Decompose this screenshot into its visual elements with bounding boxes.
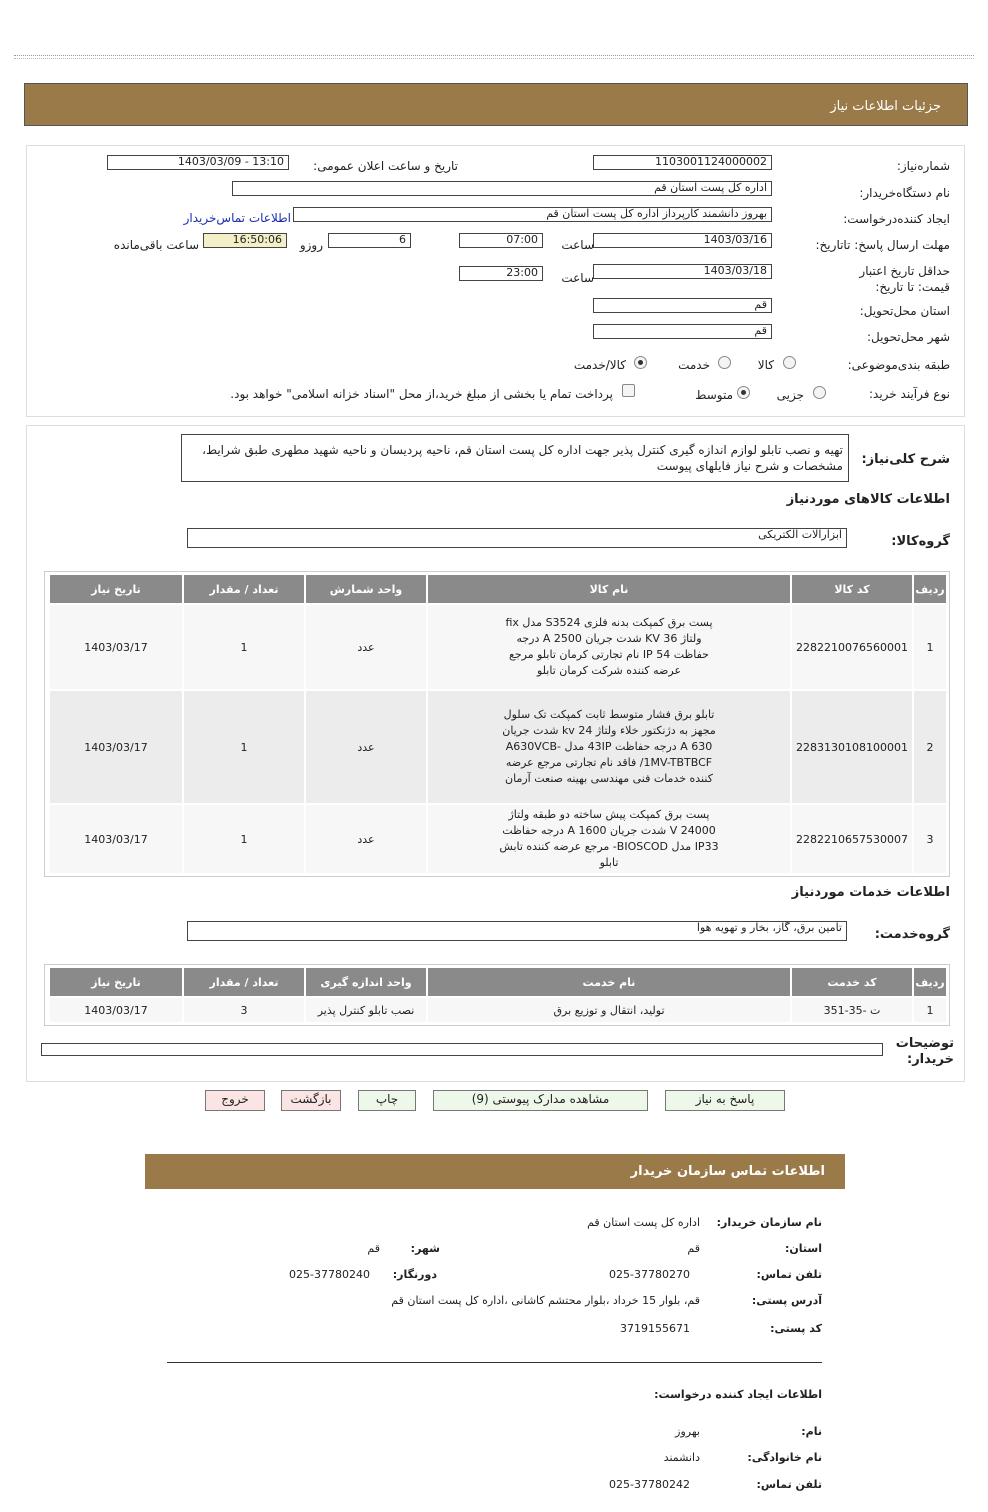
need-number-field[interactable]: 1103001124000002	[593, 155, 772, 170]
exit-button[interactable]: خروج	[205, 1090, 265, 1111]
validity-date-field[interactable]: 1403/03/18	[593, 264, 772, 279]
row-number: 3	[926, 832, 934, 846]
creator-family-label: نام خانوادگی:	[747, 1451, 822, 1464]
buyer-org-label: نام دستگاه‌خریدار:	[859, 186, 950, 200]
service-code: ت -35-351	[823, 1003, 881, 1017]
creator-phone-value: 025-37780242	[609, 1478, 690, 1491]
process-radio-medium[interactable]	[737, 386, 750, 399]
creator-label: ایجاد کننده‌درخواست:	[843, 212, 950, 226]
goods-date: 1403/03/17	[84, 832, 148, 846]
service-group-label: گروه‌خدمت:	[874, 927, 950, 942]
process-label: نوع فرآیند خرید:	[869, 387, 950, 401]
services-col-qty: تعداد / مقدار	[184, 968, 304, 996]
goods-qty: 1	[240, 740, 248, 754]
goods-code: 2282210076560001	[796, 640, 908, 654]
org-phone-label: تلفن تماس:	[756, 1268, 822, 1281]
goods-qty: 1	[240, 832, 248, 846]
goods-code: 2283130108100001	[796, 740, 908, 754]
deadline-time-label: ساعت	[561, 238, 594, 252]
process-radio-minor[interactable]	[813, 386, 826, 399]
creator-phone-label: تلفن تماس:	[756, 1478, 822, 1491]
validity-label: حداقل تاریخ اعتبار قیمت: تا تاریخ:	[859, 264, 950, 294]
org-postal-label: کد پستی:	[770, 1322, 822, 1335]
org-divider	[167, 1362, 822, 1363]
process-option-minor: جزیی	[776, 388, 804, 402]
need-number-label: شماره‌نیاز:	[896, 159, 950, 173]
goods-col-code: کد کالا	[792, 575, 912, 603]
org-fax-label: دورنگار:	[392, 1268, 437, 1281]
row-number: 2	[926, 740, 934, 754]
creator-name-label: نام:	[801, 1425, 822, 1438]
buyer-contact-link[interactable]: اطلاعات تماس‌خریدار	[183, 211, 291, 225]
city-field[interactable]: قم	[593, 324, 772, 339]
remaining-time-field: 16:50:06	[203, 233, 287, 248]
attachments-button[interactable]: مشاهده مدارک پیوستی (9)	[433, 1090, 648, 1111]
deadline-time-field[interactable]: 07:00	[459, 233, 543, 248]
goods-col-row: ردیف	[914, 575, 946, 603]
goods-group-label: گروه‌کالا:	[891, 534, 950, 549]
buyer-notes-box[interactable]	[41, 1043, 883, 1056]
page-header	[24, 83, 968, 126]
province-label: استان محل‌تحویل:	[859, 304, 950, 318]
service-name: تولید، انتقال و توزیع برق	[553, 1003, 665, 1017]
org-phone-value: 025-37780270	[609, 1268, 690, 1281]
province-field[interactable]: قم	[593, 298, 772, 313]
goods-col-date: تاریخ نیاز	[50, 575, 182, 603]
buyer-notes-label: توضیحات خریدار:	[895, 1036, 954, 1067]
category-radio-service[interactable]	[718, 356, 731, 369]
category-option-goods-service: کالا/خدمت	[573, 358, 626, 372]
table-row	[50, 605, 946, 689]
category-radio-goods[interactable]	[783, 356, 796, 369]
announce-datetime-label: تاریخ و ساعت اعلان عمومی:	[313, 159, 458, 173]
page-title: جزئیات اطلاعات نیاز	[830, 99, 941, 114]
goods-unit: عدد	[357, 740, 375, 754]
creator-name-value: بهروز	[675, 1425, 700, 1438]
org-postal-value: 3719155671	[620, 1322, 690, 1335]
summary-box: تهیه و نصب تابلو لوازم اندازه گیری کنترل پذیر جهت اداره کل پست استان قم، ناحیه پردیسان و ناحیه شهید مطهری طبق شرایط، مشخصات و شرح نیاز فایلهای پیوست	[181, 434, 849, 482]
service-unit: نصب تابلو کنترل پذیر	[317, 1003, 415, 1017]
deadline-date-field[interactable]: 1403/03/16	[593, 233, 772, 248]
org-address-value: قم، بلوار 15 خرداد ،بلوار محتشم کاشانی ،اداره کل پست استان قم	[391, 1294, 700, 1307]
goods-table-wrap	[44, 571, 950, 877]
goods-name: تابلو برق فشار متوسط ثابت کمپکت تک سلول مجهز به دژنکتور خلاء ولتاژ 24 kv شدت جریان 630 A درجه حفاظت 43IP مدل A630VCB-1MV-TBTBCF/ فاقد نام تجارتی مرجع عرضه کننده خدمات فنی مهندسی بهینه صنعت آرمان	[502, 708, 716, 785]
services-col-unit: واحد اندازه گیری	[306, 968, 426, 996]
category-option-service: خدمت	[678, 358, 710, 372]
services-col-row: ردیف	[914, 968, 946, 996]
row-number: 1	[926, 640, 934, 654]
process-option-medium: متوسط	[695, 388, 733, 402]
goods-table	[48, 573, 948, 875]
back-button[interactable]: بازگشت	[281, 1090, 341, 1111]
city-label: شهر محل‌تحویل:	[866, 330, 950, 344]
service-group-field[interactable]: تامین برق، گاز، بخار و تهویه هوا	[187, 921, 847, 941]
org-province-label: استان:	[785, 1242, 822, 1255]
days-field[interactable]: 6	[328, 233, 411, 248]
goods-name: پست برق کمپکت پیش ساخته دو طبقه ولتاژ 24000 V شدت جریان 1600 A درجه حفاظت IP33 مدل BIOSCOD- مرجع عرضه کننده تابش تابلو	[499, 808, 719, 869]
goods-date: 1403/03/17	[84, 740, 148, 754]
services-table	[48, 966, 948, 1024]
org-name-value: اداره کل پست استان قم	[587, 1216, 700, 1229]
creator-info-heading: اطلاعات ایجاد کننده درخواست:	[654, 1388, 822, 1401]
remaining-label: ساعت باقی‌مانده	[113, 238, 199, 252]
services-heading: اطلاعات خدمات موردنیاز	[791, 885, 950, 900]
summary-label: شرح کلی‌نیاز:	[861, 452, 950, 467]
org-province-value: قم	[687, 1242, 700, 1255]
goods-name: پست برق کمپکت بدنه فلزی S3524 مدل fix ولتاژ 36 KV شدت جریان 2500 A درجه حفاظت 54 IP نام تجارتی کرمان تابلو مرجع عرضه کننده شرکت کرمان تابلو	[505, 616, 713, 677]
goods-col-qty: تعداد / مقدار	[184, 575, 304, 603]
goods-heading: اطلاعات کالاهای موردنیاز	[786, 492, 950, 507]
top-divider	[14, 55, 974, 59]
goods-date: 1403/03/17	[84, 640, 148, 654]
validity-time-label: ساعت	[561, 271, 594, 285]
creator-family-value: دانشمند	[663, 1451, 700, 1464]
org-city-value: قم	[367, 1242, 380, 1255]
treasury-payment-checkbox[interactable]	[622, 384, 635, 397]
org-contact-title: اطلاعات تماس سازمان خریدار	[630, 1164, 825, 1179]
service-date: 1403/03/17	[84, 1003, 148, 1017]
org-name-label: نام سازمان خریدار:	[716, 1216, 822, 1229]
services-col-code: کد خدمت	[792, 968, 912, 996]
goods-col-name: نام کالا	[428, 575, 790, 603]
table-row	[50, 691, 946, 803]
days-label: روزو	[299, 238, 323, 252]
goods-unit: عدد	[357, 832, 375, 846]
print-button[interactable]: چاپ	[358, 1090, 416, 1111]
category-label: طبقه بندی‌موضوعی:	[847, 358, 950, 372]
buyer-org-field[interactable]: اداره کل پست استان قم	[232, 181, 772, 196]
goods-unit: عدد	[357, 640, 375, 654]
services-col-date: تاریخ نیاز	[50, 968, 182, 996]
category-radio-goods-service[interactable]	[634, 356, 647, 369]
services-table-wrap	[44, 964, 950, 1026]
goods-group-field[interactable]: ابزارالات الکتریکی	[187, 528, 847, 548]
row-number: 1	[926, 1003, 934, 1017]
table-row	[50, 805, 946, 873]
org-city-label: شهر:	[410, 1242, 440, 1255]
org-contact-header	[145, 1154, 845, 1189]
goods-qty: 1	[240, 640, 248, 654]
deadline-label: مهلت ارسال پاسخ: تاتاریخ:	[815, 238, 950, 252]
announce-datetime-field[interactable]: 1403/03/09 - 13:10	[107, 155, 289, 170]
org-fax-value: 025-37780240	[289, 1268, 370, 1281]
validity-time-field[interactable]: 23:00	[459, 266, 543, 281]
payment-note: پرداخت تمام یا بخشی از مبلغ خرید،از محل "اسناد خزانه اسلامی" خواهد بود.	[230, 387, 613, 401]
goods-code: 2282210657530007	[796, 832, 908, 846]
service-qty: 3	[240, 1003, 248, 1017]
org-address-label: آدرس پستی:	[751, 1294, 822, 1307]
reply-button[interactable]: پاسخ به نیاز	[665, 1090, 785, 1111]
table-row	[50, 998, 946, 1022]
creator-field[interactable]: بهروز دانشمند کارپرداز اداره کل پست استان قم	[293, 207, 772, 222]
goods-col-unit: واحد شمارش	[306, 575, 426, 603]
services-col-name: نام خدمت	[428, 968, 790, 996]
category-option-goods: کالا	[757, 358, 774, 372]
